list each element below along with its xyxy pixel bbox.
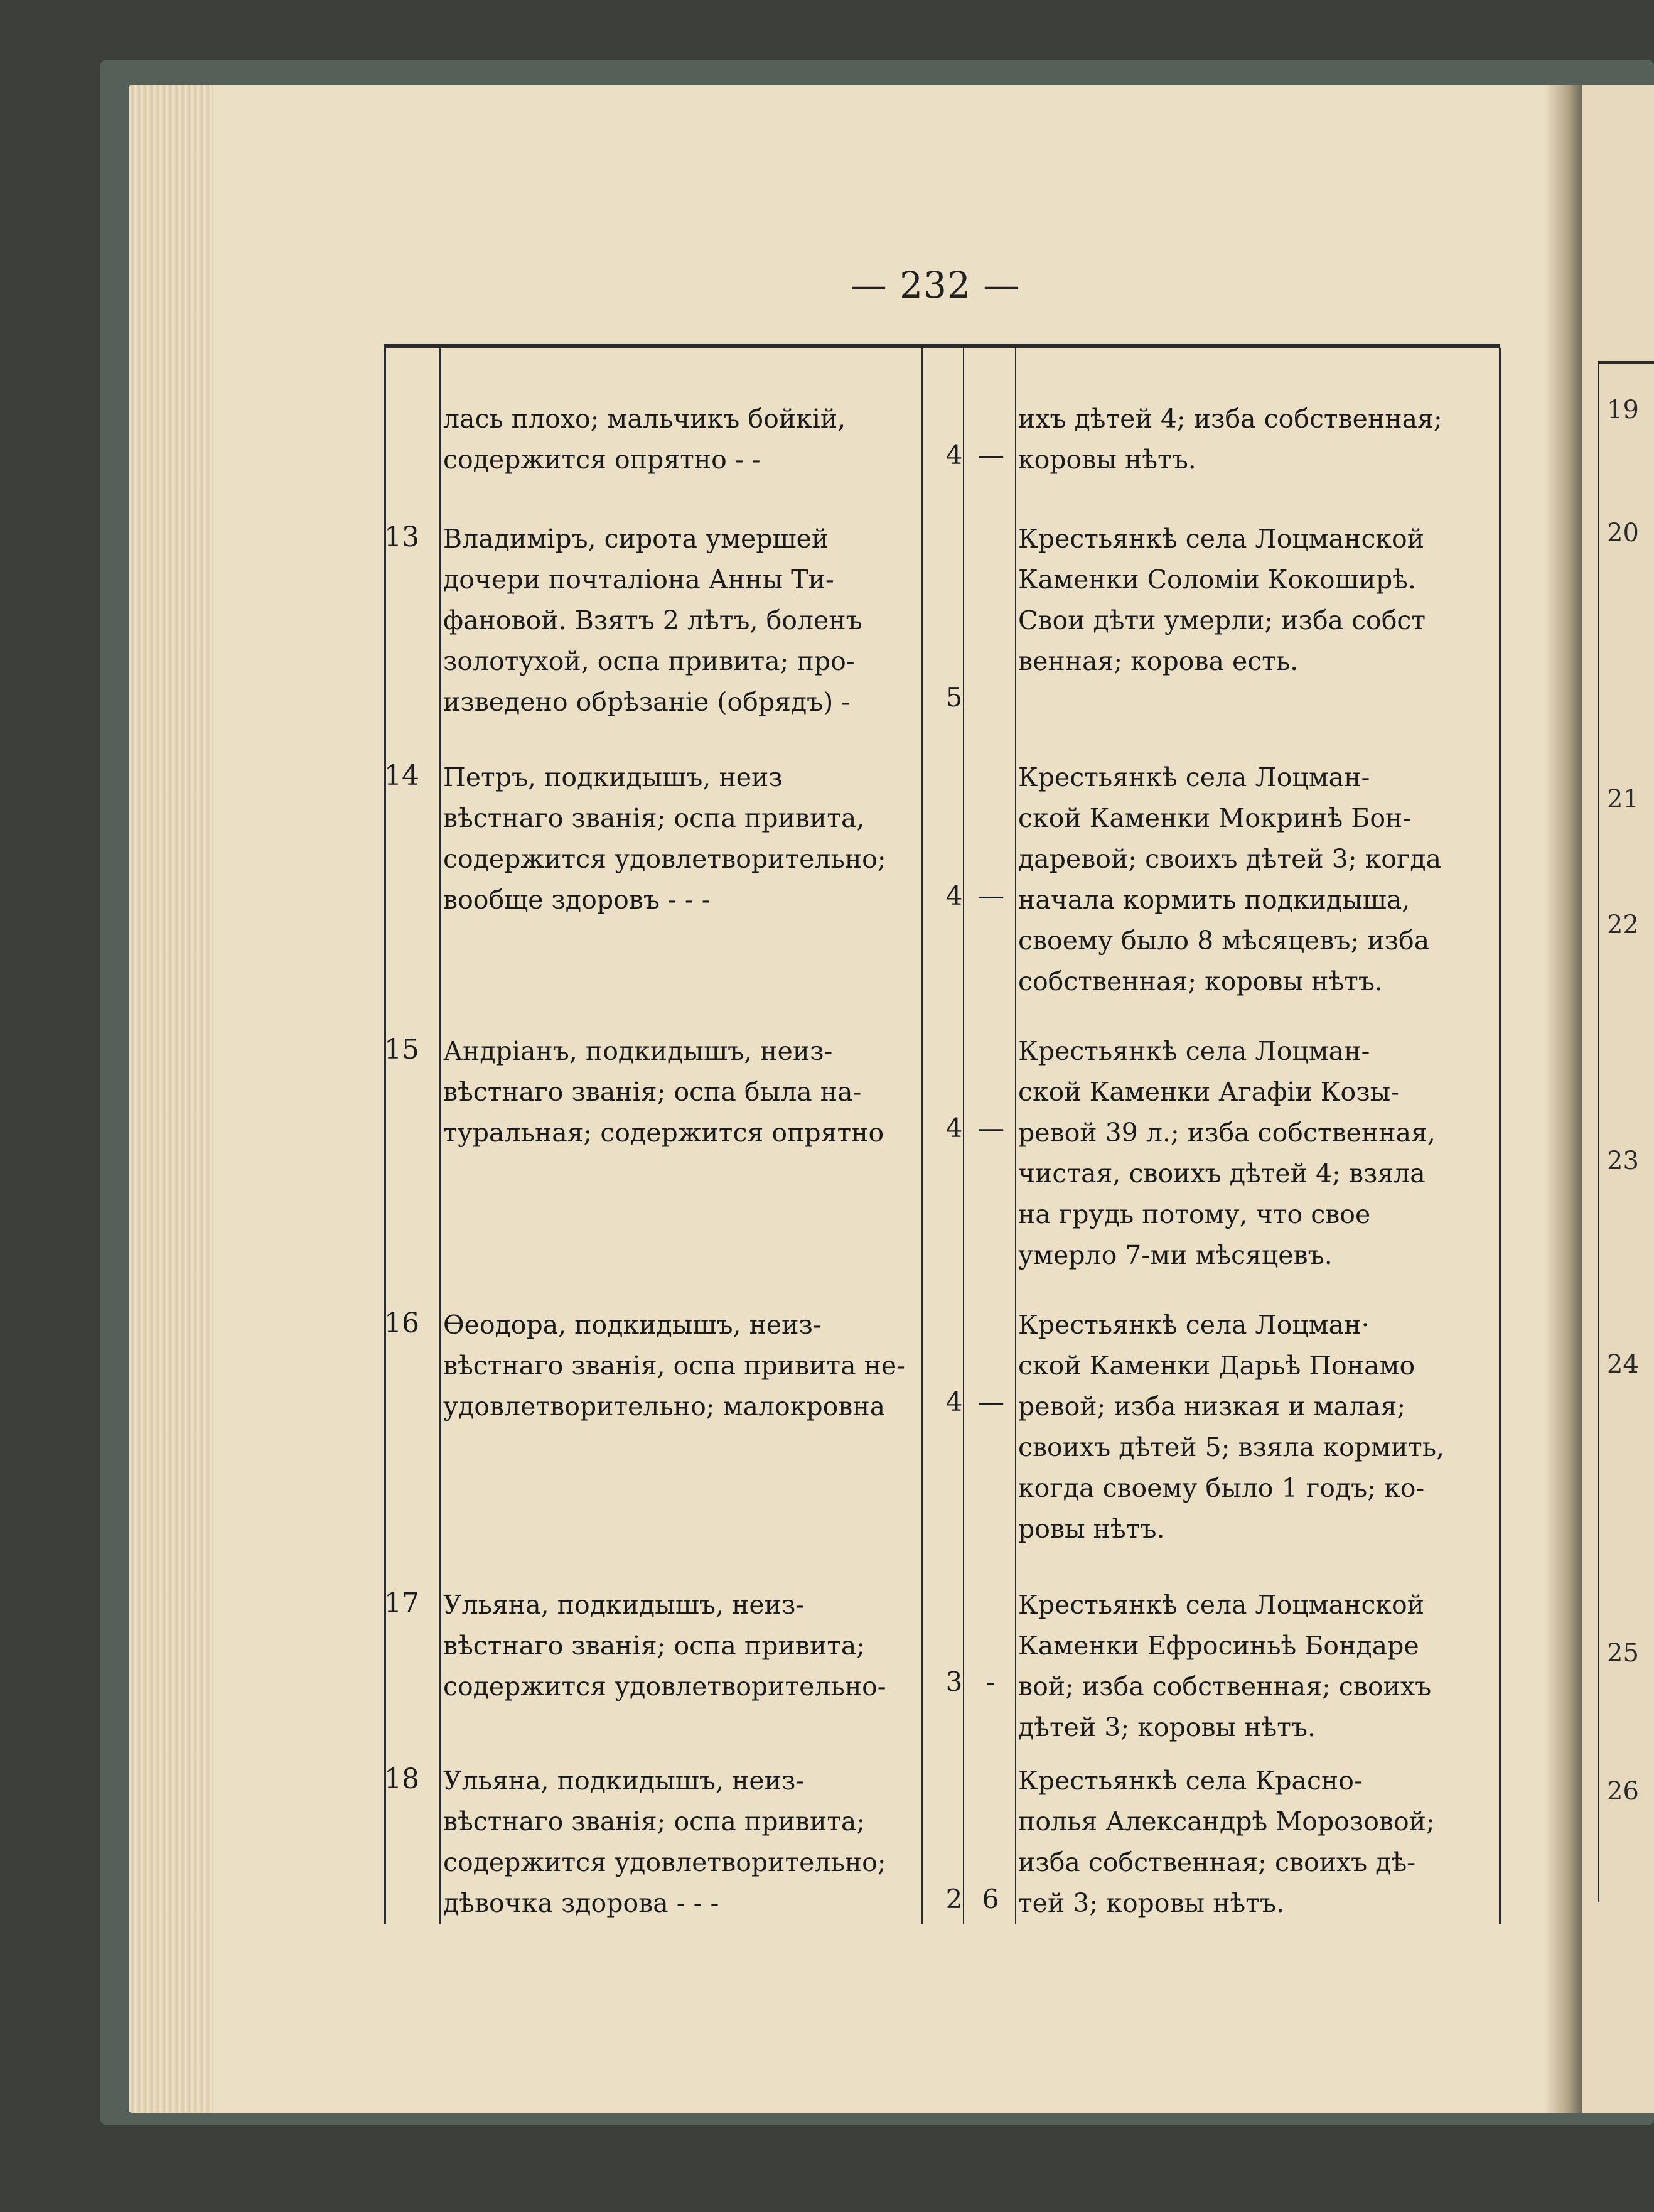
age2-column-rule [1015, 348, 1016, 1924]
right-page-row-number: 26 [1607, 1777, 1639, 1806]
number-column-rule [439, 348, 441, 1924]
right-page-row-number: 19 [1607, 396, 1639, 424]
book-gutter [1544, 85, 1582, 2113]
row-description: Петръ, подкидышъ, неиз вѣстнаго званія; оспа привита, содержится удовлетворительно; вообще здоровъ - - - [443, 762, 886, 915]
row-placement: Крестьянкѣ села Лоцман- ской Каменки Мокринѣ Бон- даревой; своихъ дѣтей 3; когда начала кормить подкидыша, своему было 8 мѣсяцевъ; изба собственная; коровы нѣтъ. [1018, 762, 1442, 996]
row-number: 16 [384, 1307, 419, 1339]
age-value: 4 [945, 880, 963, 911]
right-page-left-rule [1598, 364, 1599, 1902]
right-page-row-number: 20 [1607, 519, 1639, 548]
row-number: 18 [384, 1763, 419, 1795]
row-description: Ульяна, подкидышъ, неиз- вѣстнаго званія; оспа привита; содержится удовлетворительно- [443, 1590, 886, 1702]
row-placement: Крестьянкѣ села Лоцманской Каменки Ефросиньѣ Бондаре вой; изба собственная; своихъ дѣтей 3; коровы нѣтъ. [1018, 1590, 1432, 1742]
table-left-rule [384, 348, 386, 1924]
row-placement: ихъ дѣтей 4; изба собственная; коровы нѣтъ. [1018, 404, 1442, 475]
row-placement: Крестьянкѣ села Лоцманской Каменки Соломіи Кокоширѣ. Свои дѣти умерли; изба собст венная; корова есть. [1018, 524, 1426, 676]
right-page-row-number: 21 [1607, 785, 1639, 814]
row-description: Ульяна, подкидышъ, неиз- вѣстнаго званія; оспа привита; содержится удовлетворительно; дѣвочка здорова - - - [443, 1766, 886, 1918]
row-number: 15 [384, 1033, 419, 1066]
row-number: 17 [384, 1587, 419, 1619]
page-edges [129, 85, 213, 2113]
age-value-secondary: — [978, 1113, 1004, 1143]
row-placement: Крестьянкѣ села Красно- полья Александрѣ Морозовой; изба собственная; своихъ дѣ- тей 3; коровы нѣтъ. [1018, 1766, 1435, 1918]
row-number: 14 [384, 760, 419, 792]
right-page-row-number: 25 [1607, 1639, 1639, 1668]
age-value: 4 [945, 1386, 963, 1417]
row-placement: Крестьянкѣ села Лоцман- ской Каменки Агафіи Козы- ревой 39 л.; изба собственная, чистая, своихъ дѣтей 4; взяла на грудь потому, что свое умерло 7-ми мѣсяцевъ. [1018, 1036, 1436, 1270]
age-value-secondary: — [978, 1386, 1004, 1417]
row-description: Андріанъ, подкидышъ, неиз- вѣстнаго званія; оспа была на- туральная; содержится опрятно [443, 1036, 884, 1148]
row-description: лась плохо; мальчикъ бойкій, содержится опрятно - - [443, 404, 846, 475]
age-value: 4 [945, 1113, 963, 1143]
right-page-row-number: 22 [1607, 910, 1639, 939]
age-value-secondary: — [978, 440, 1004, 470]
page-number: — 232 — [850, 264, 1021, 306]
right-page-top-rule [1598, 361, 1654, 364]
row-number: 13 [384, 521, 419, 553]
age-value: 4 [945, 440, 963, 470]
age-value: 2 [945, 1884, 963, 1914]
age-value-secondary: - [985, 1666, 996, 1697]
age-value: 5 [945, 682, 963, 713]
right-page-row-number: 24 [1607, 1350, 1639, 1379]
age-value-secondary: 6 [982, 1884, 999, 1914]
description-column-rule [921, 348, 923, 1924]
row-placement: Крестьянкѣ села Лоцман· ской Каменки Дарьѣ Понамо ревой; изба низкая и малая; своихъ дѣтей 5; взяла кормить, когда своему было 1 годъ; ко- ровы нѣтъ. [1018, 1310, 1445, 1544]
age-value: 3 [945, 1666, 963, 1697]
row-description: Өеодора, подкидышъ, неиз- вѣстнаго званія, оспа привита не- удовлетворительно; малокровна [443, 1310, 906, 1422]
right-page-row-number: 23 [1607, 1146, 1639, 1175]
age-value-secondary: — [978, 880, 1004, 911]
table-top-rule [384, 344, 1500, 348]
row-description: Владиміръ, сирота умершей дочери почталіона Анны Ти- фановой. Взятъ 2 лѣтъ, боленъ золотухой, оспа привита; про- изведено обрѣзаніе (обрядъ) - [443, 524, 862, 717]
right-page-fragment [1582, 85, 1654, 2113]
table-right-rule [1499, 348, 1501, 1924]
